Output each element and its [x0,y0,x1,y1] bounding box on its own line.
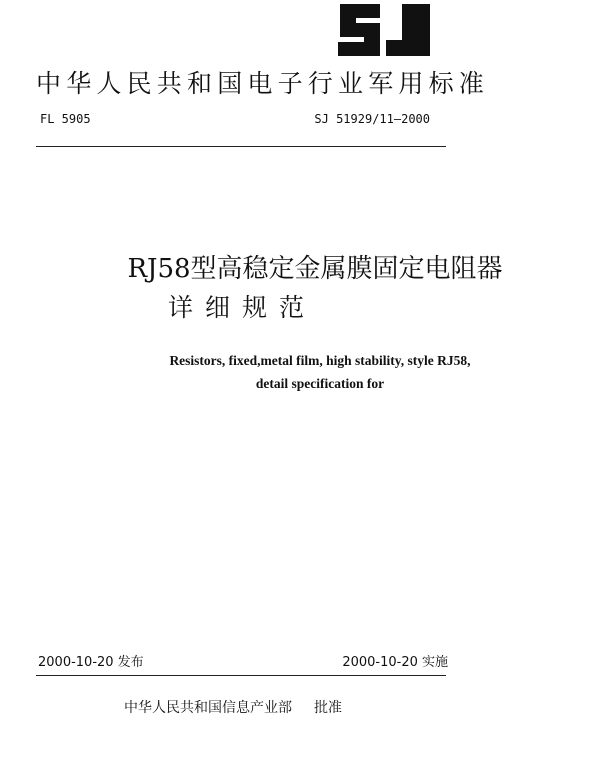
standard-category-title: 中华人民共和国电子行业军用标准 [36,69,490,98]
issuing-ministry: 中华人民共和国信息产业部 [124,700,292,716]
sj-logo [334,0,434,58]
document-title-chinese: RJ58型高稳定金属膜固定电阻器 [127,254,503,284]
classification-code: FL 5905 [40,112,91,126]
approval-label: 批准 [314,700,342,716]
document-title-english-line2: detail specification for [255,376,385,391]
document-subtitle-chinese: 详细规范 [168,293,317,322]
footer-divider [36,675,446,676]
header-divider [36,146,446,147]
approving-authority [124,697,342,717]
effective-date: 2000-10-20 实施 [342,655,448,670]
issue-date: 2000-10-20 发布 [38,655,144,670]
standard-number: SJ 51929/11—2000 [314,112,430,126]
document-title-english-line1: Resistors, fixed,metal film, high stability, style RJ58, [169,353,471,368]
